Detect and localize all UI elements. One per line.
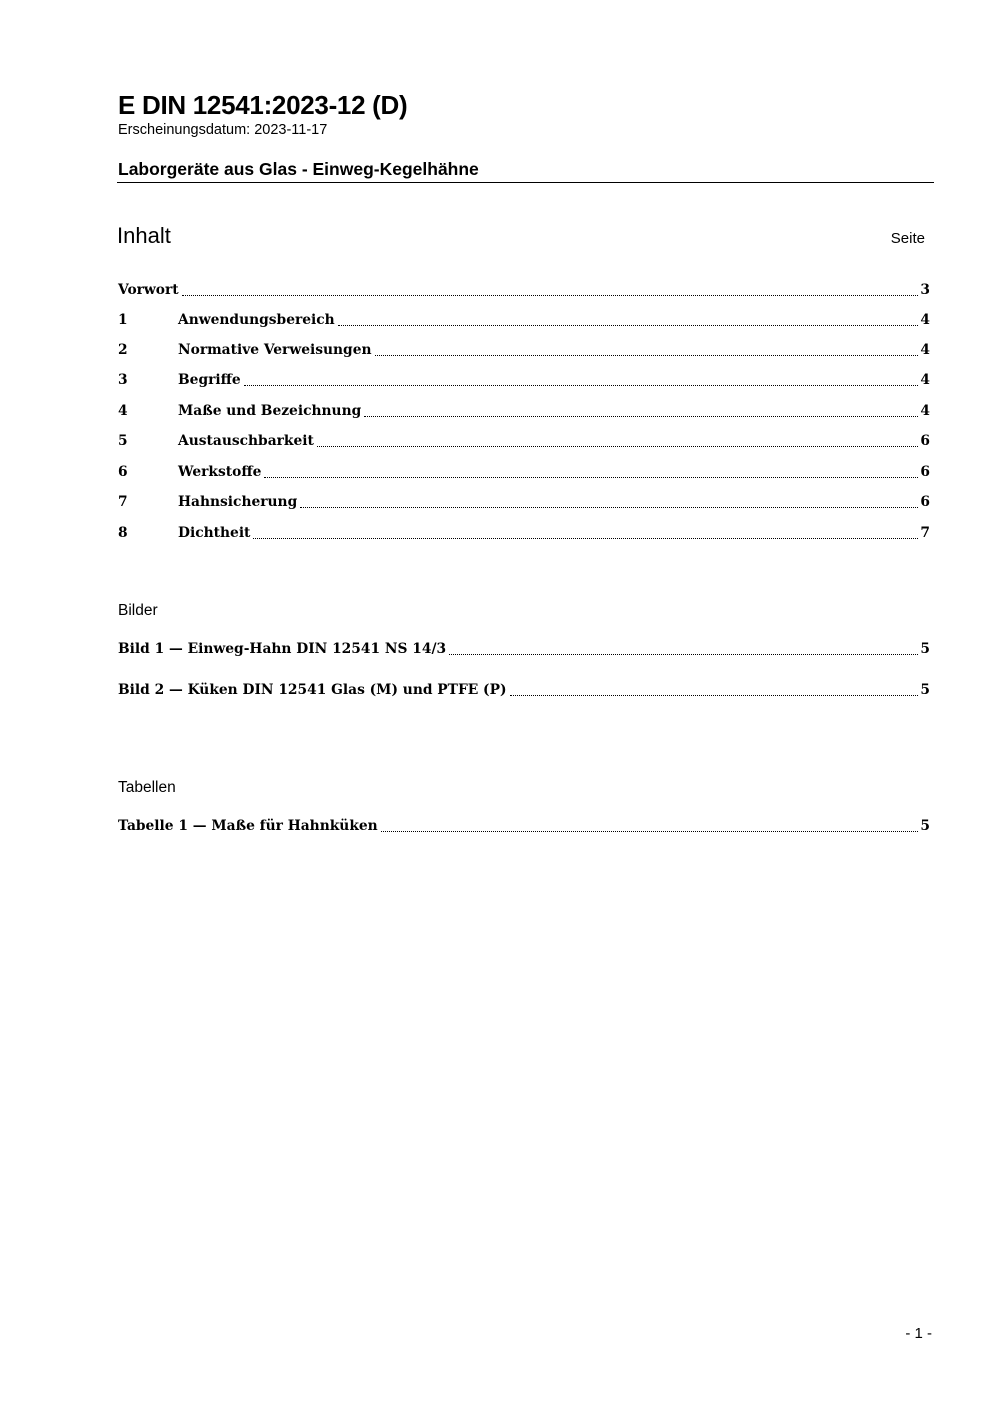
toc-entry[interactable]	[118, 523, 930, 543]
dot-leader	[338, 325, 919, 326]
toc-entry-number: 6	[118, 464, 128, 480]
dot-leader	[510, 695, 919, 696]
title-rule	[117, 182, 934, 183]
figure-entry-text: Bild 1 — Einweg-Hahn DIN 12541 NS 14/3	[118, 641, 447, 657]
toc-entry-number: 2	[118, 342, 128, 358]
table-entry[interactable]	[118, 816, 930, 836]
toc-entry-text: Normative Verweisungen	[178, 342, 372, 358]
toc-entry[interactable]	[118, 492, 930, 512]
toc-entry-text: Anwendungsbereich	[178, 312, 335, 328]
figure-entry[interactable]	[118, 639, 930, 659]
dot-leader	[182, 295, 919, 296]
toc-entry[interactable]	[118, 310, 930, 330]
toc-entry-text: Maße und Bezeichnung	[178, 403, 362, 419]
dot-leader	[375, 355, 919, 356]
toc-entry[interactable]	[118, 401, 930, 421]
document-title: Laborgeräte aus Glas - Einweg-Kegelhähne	[118, 159, 479, 179]
toc-entry-text: Begriffe	[178, 372, 241, 388]
table-entry-page: 5	[920, 818, 930, 834]
toc-entry-page: 4	[920, 342, 930, 358]
toc-entry-page: 4	[920, 372, 930, 388]
dot-leader	[317, 446, 919, 447]
toc-entry-text: Dichtheit	[178, 525, 251, 541]
dot-leader	[449, 654, 918, 655]
toc-entry-page: 4	[920, 312, 930, 328]
toc-entry-number: 1	[118, 312, 128, 328]
toc-entry-page: 6	[920, 464, 930, 480]
toc-entry-page: 7	[920, 525, 930, 541]
figure-entry[interactable]	[118, 680, 930, 700]
figure-entry-page: 5	[920, 641, 930, 657]
toc-entry-text: Austauschbarkeit	[178, 433, 314, 449]
toc-entry-number: 8	[118, 525, 128, 541]
toc-entry-page: 6	[920, 433, 930, 449]
toc-entry-text: Hahnsicherung	[178, 494, 298, 510]
toc-entry-vorwort[interactable]	[118, 280, 930, 300]
dot-leader	[244, 385, 919, 386]
footer-page-number: - 1 -	[905, 1325, 932, 1342]
dot-leader	[300, 507, 918, 508]
toc-entry[interactable]	[118, 370, 930, 390]
figure-entry-text: Bild 2 — Küken DIN 12541 Glas (M) und PTFE (P)	[118, 682, 507, 698]
toc-entry-number: 7	[118, 494, 128, 510]
figures-label: Bilder	[118, 602, 158, 619]
dot-leader	[381, 831, 919, 832]
figure-entry-page: 5	[920, 682, 930, 698]
toc-heading: Inhalt	[117, 223, 171, 248]
toc-entry-number: 5	[118, 433, 128, 449]
toc-entry-text: Vorwort	[118, 282, 179, 298]
dot-leader	[253, 538, 918, 539]
toc-entry[interactable]	[118, 462, 930, 482]
tables-label: Tabellen	[118, 779, 176, 796]
dot-leader	[264, 477, 918, 478]
dot-leader	[364, 416, 918, 417]
toc-entry-page: 3	[920, 282, 930, 298]
page-column-label: Seite	[890, 230, 925, 247]
toc-entry[interactable]	[118, 340, 930, 360]
toc-entry-page: 4	[920, 403, 930, 419]
toc-entry[interactable]	[118, 431, 930, 451]
publication-date: Erscheinungsdatum: 2023-11-17	[118, 122, 328, 138]
toc-entry-number: 3	[118, 372, 128, 388]
document-id: E DIN 12541:2023-12 (D)	[118, 90, 408, 120]
table-entry-text: Tabelle 1 — Maße für Hahnküken	[118, 818, 378, 834]
toc-entry-page: 6	[920, 494, 930, 510]
toc-entry-number: 4	[118, 403, 128, 419]
toc-entry-text: Werkstoffe	[178, 464, 262, 480]
